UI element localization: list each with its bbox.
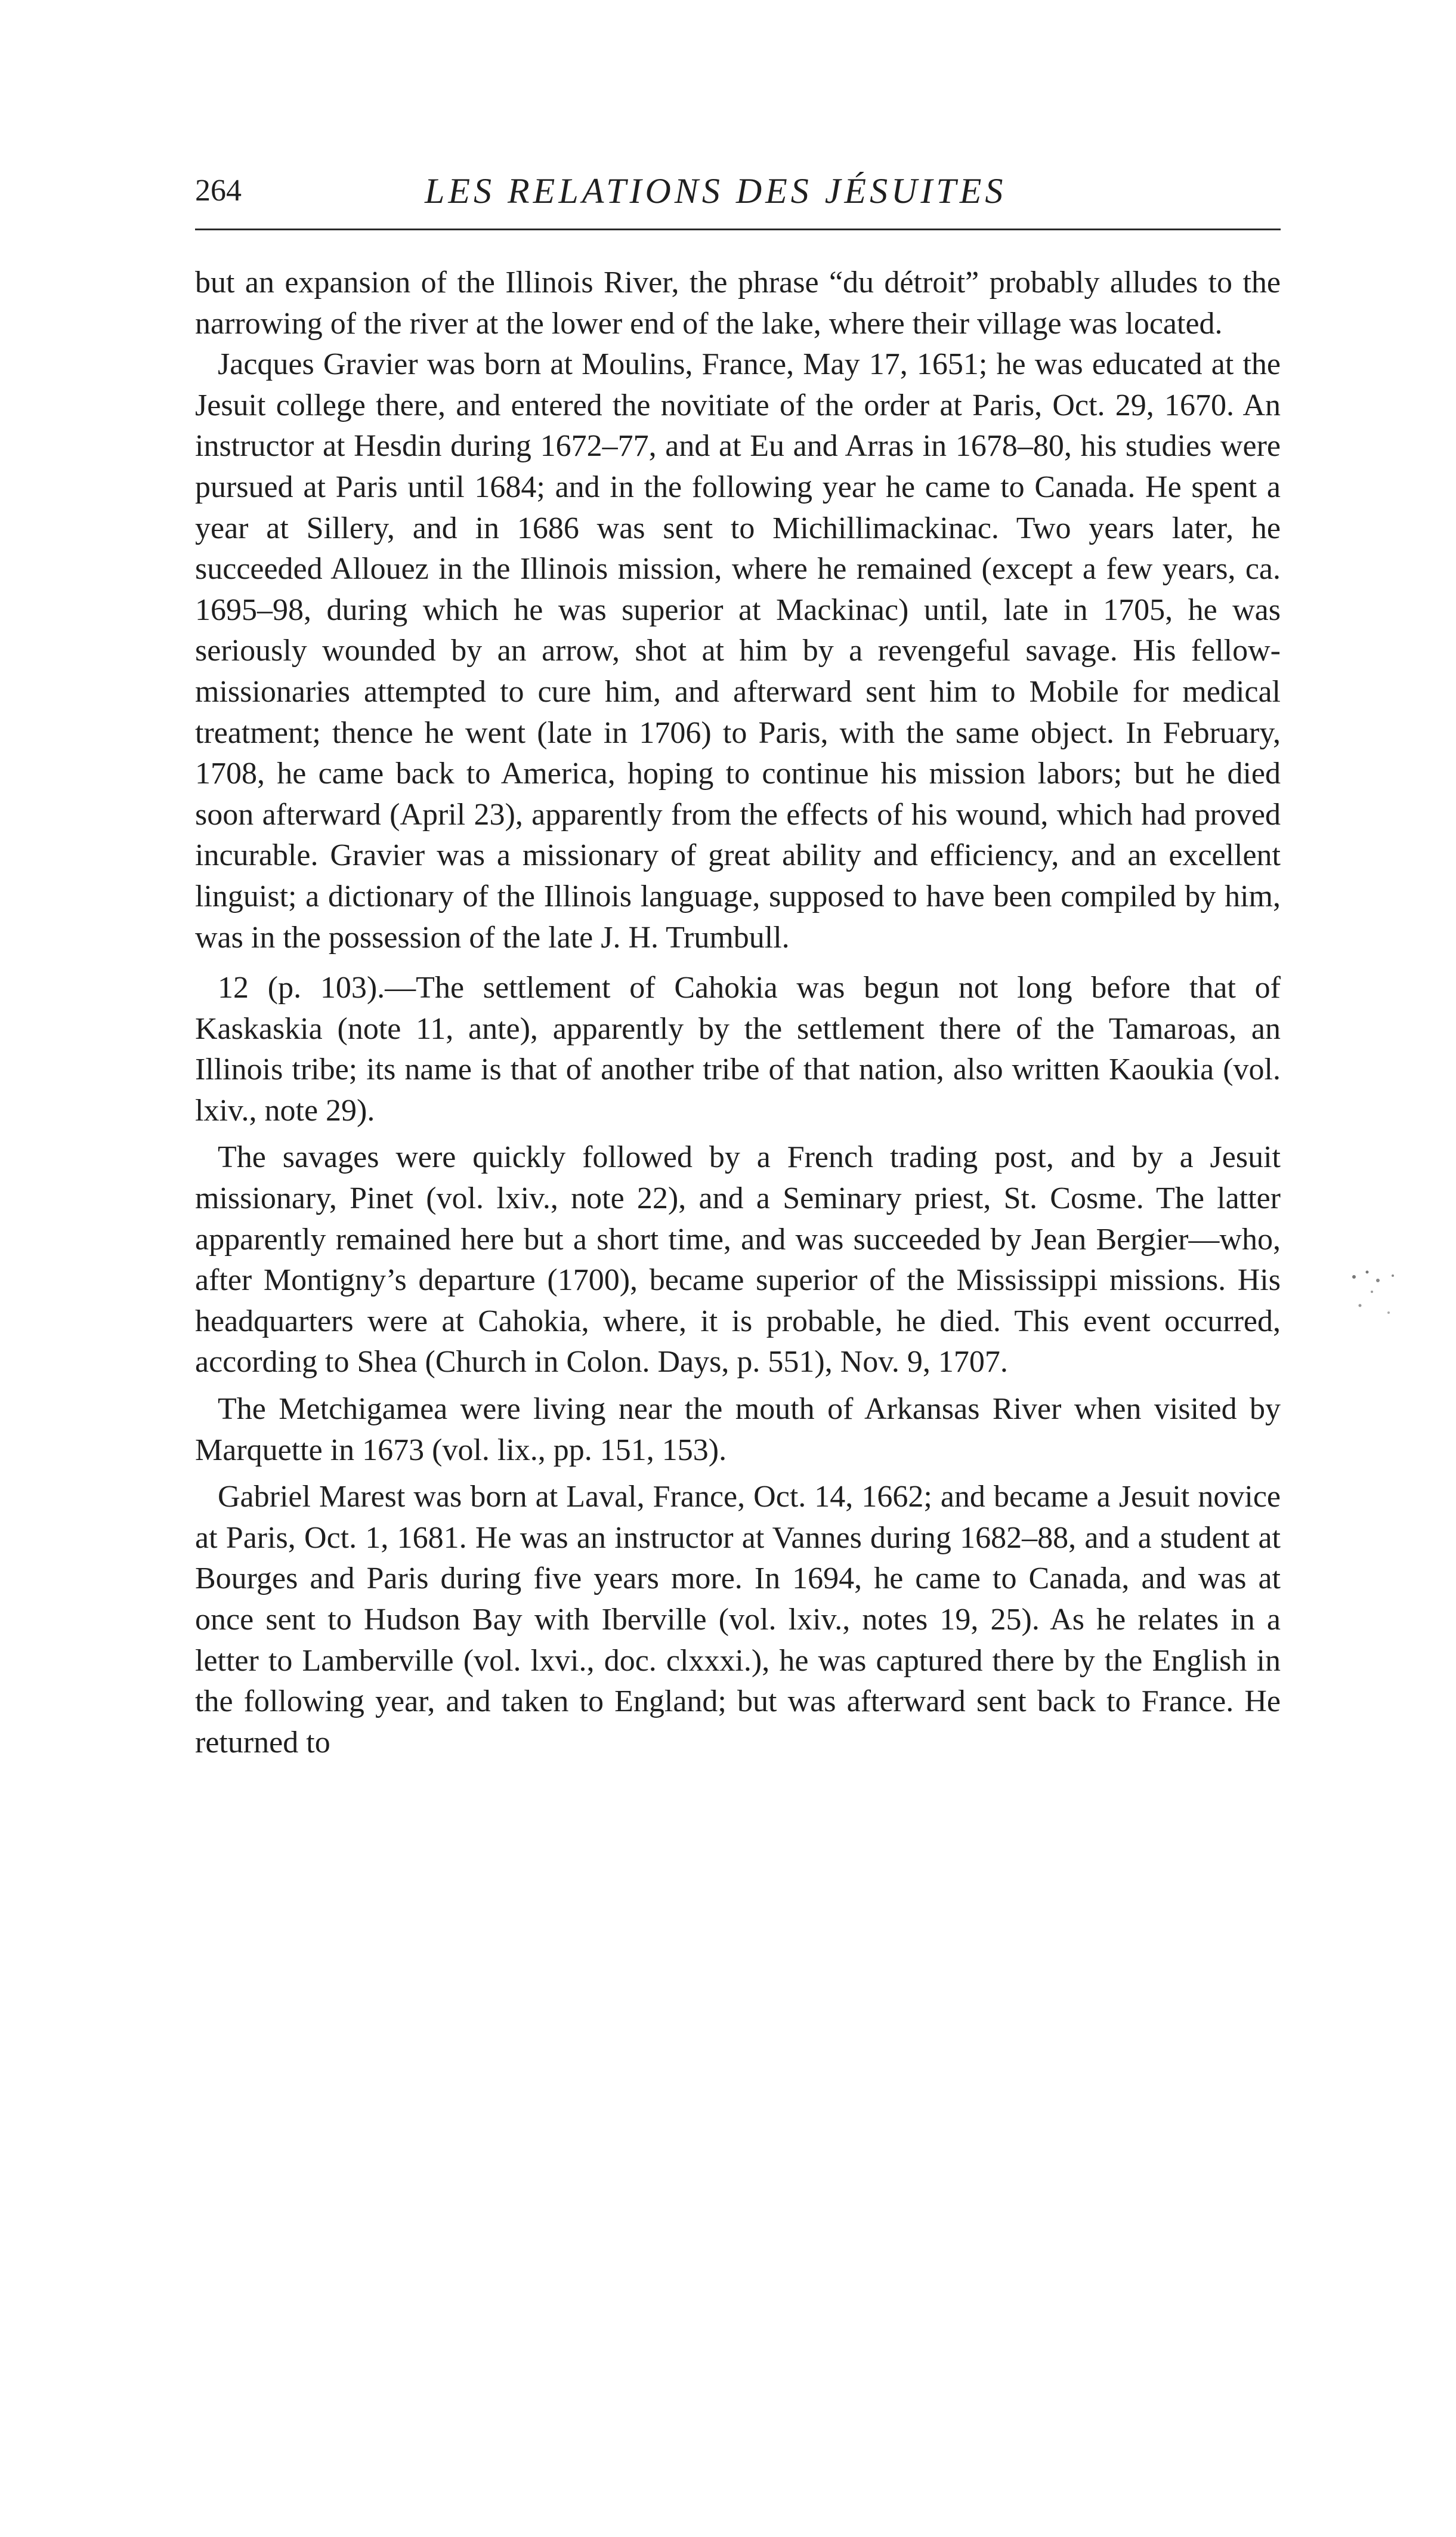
- note-12-paragraph: 12 (p. 103).—The settlement of Cahokia was begun not long before that of Kaskaskia (note 11, ante), apparently by the settlement there of the Tamaroas, an Illinois tribe; its name is that of another tribe of that nation, also written Kaoukia (vol. lxiv., note 29).: [195, 971, 1281, 1128]
- body-text: [195, 263, 1281, 1763]
- paragraph-trading-post: The savages were quickly followed by a French trading post, and by a Jesuit missionary, Pinet (vol. lxiv., note 22), and a Seminary priest, St. Cosme. The latter apparently remained here but a short time, and was succeeded by Jean Bergier—who, after Montigny’s departure (1700), became superior of the Mississippi missions. His headquarters were at Cahokia, where, it is probable, he died. This event occurred, according to Shea (Church in Colon. Days, p. 551), Nov. 9, 1707.: [195, 1140, 1281, 1379]
- paragraph-continuation: but an expansion of the Illinois River, the phrase “du détroit” probably alludes to the narrowing of the river at the lower end of the lake, where their village was located.: [195, 266, 1281, 341]
- running-head: [195, 164, 1281, 218]
- paragraph-metchigamea: The Metchigamea were living near the mouth of Arkansas River when visited by Marquette in 1673 (vol. lix., pp. 151, 153).: [195, 1392, 1281, 1467]
- paragraph-marest: Gabriel Marest was born at Laval, France, Oct. 14, 1662; and became a Jesuit novice at Paris, Oct. 1, 1681. He was an instructor at Vannes during 1682–88, and a student at Bourges and Paris during five years more. In 1694, he came to Canada, and was at once sent to Hudson Bay with Iberville (vol. lxiv., notes 19, 25). As he relates in a letter to Lamberville (vol. lxvi., doc. clxxxi.), he was captured there by the English in the following year, and taken to England; but was afterward sent back to France. He returned to: [195, 1480, 1281, 1760]
- paragraph-gravier: Jacques Gravier was born at Moulins, France, May 17, 1651; he was educated at the Jesuit college there, and entered the novitiate of the order at Paris, Oct. 29, 1670. An instructor at Hesdin during 1672–77, and at Eu and Arras in 1678–80, his studies were pursued at Paris until 1684; and in the following year he came to Canada. He spent a year at Sillery, and in 1686 was sent to Michillimackinac. Two years later, he succeeded Allouez in the Illinois mission, where he remained (except a few years, ca. 1695–98, during which he was superior at Mackinac) until, late in 1705, he was seriously wounded by an arrow, shot at him by a revengeful savage. His fellow-missionaries attempted to cure him, and afterward sent him to Mobile for medical treatment; thence he went (late in 1706) to Paris, with the same object. In February, 1708, he came back to America, hoping to continue his mission labors; but he died soon afterward (April 23), apparently from the effects of his wound, which had proved incurable. Gravier was a missionary of great ability and efficiency, and an excellent linguist; a dictionary of the Illinois language, supposed to have been compiled by him, was in the possession of the late J. H. Trumbull.: [195, 347, 1281, 955]
- page-number: 264: [195, 174, 242, 208]
- margin-ink-specks: [1336, 1259, 1420, 1337]
- running-title: LES RELATIONS DES JÉSUITES: [425, 171, 1007, 211]
- header-rule: [195, 229, 1281, 230]
